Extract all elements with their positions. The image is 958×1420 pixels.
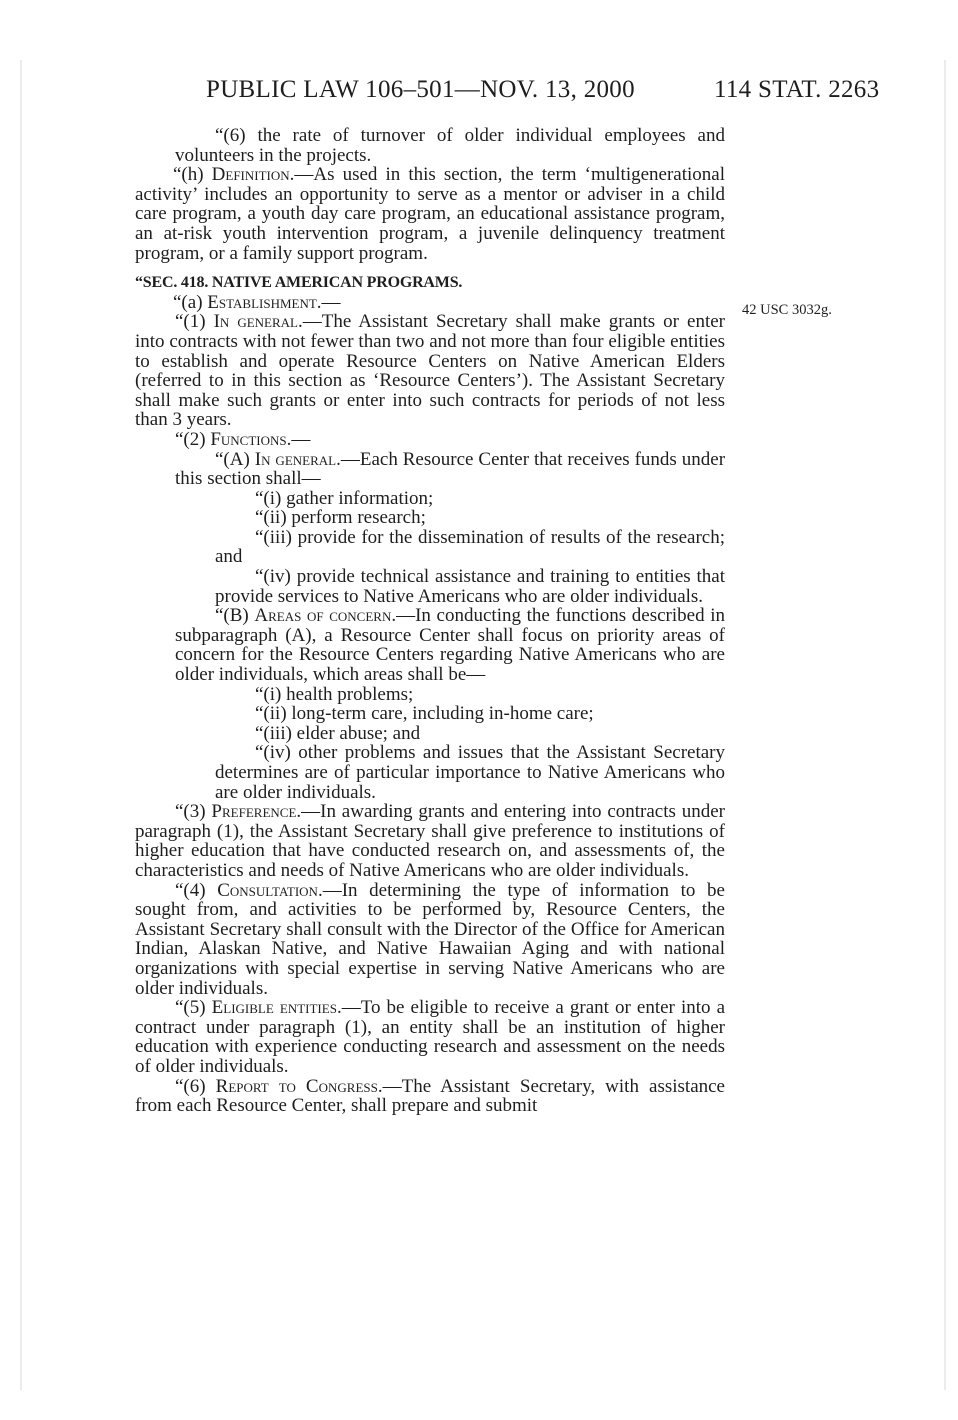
- paragraph-a2-heading: “(2) Functions.—: [175, 428, 311, 450]
- paragraph-a5: “(5) Eligible entities.—To be eligible to receive a grant or enter into a contract under paragraph (1), an entity shall be an institution of higher education with experience conducting research and assessment on the needs of older individuals.: [135, 997, 726, 1077]
- page-edge-right: [944, 60, 946, 1390]
- running-header-stat-page: 114 STAT. 2263: [714, 76, 880, 103]
- clause-B-i: “(i) health problems;: [255, 683, 414, 705]
- clause-A-iii: “(iii) provide for the dissemination of results of the research; and: [215, 526, 725, 568]
- paragraph-a4: “(4) Consultation.—In determining the type of information to be sought from, and activities to be performed by, Resource Centers, the Assistant Secretary shall consult with the Director of the Office for American Indian, Alaskan Native, and Native Hawaiian Aging and with national organizations with special expertise in serving Native Americans who are older individuals.: [135, 879, 725, 999]
- paragraph-g6: “(6) the rate of turnover of older individual employees and volunteers in the projects.: [175, 125, 725, 166]
- clause-A-ii: “(ii) perform research;: [255, 507, 426, 529]
- clause-B-iii: “(iii) elder abuse; and: [255, 722, 421, 744]
- clause-B-iv: “(iv) other problems and issues that the Assistant Secretary determines are of particular importance to Native Americans who are older individuals.: [215, 742, 725, 803]
- margin-citation: 42 USC 3032g.: [742, 302, 832, 318]
- paragraph-a6: “(6) Report to Congress.—The Assistant Secretary, with assistance from each Resource Center, shall prepare and submit: [135, 1075, 725, 1117]
- paragraph-h-definition: “(h) Definition.—As used in this section, the term ‘multigenerational activity’ includes an opportunity to serve as a mentor or adviser in a child care program, a youth day care program, an educational assistance program, an at-risk youth intervention program, a juvenile delinquency treatment program, or a family support program.: [135, 164, 725, 264]
- subparagraph-A: “(A) In general.—Each Resource Center that receives funds under this section shall—: [175, 448, 726, 490]
- document-body: [135, 126, 725, 1116]
- page-edge-left: [20, 60, 22, 1390]
- clause-A-iv: “(iv) provide technical assistance and training to entities that provide services to Native Americans who are older individuals.: [215, 566, 725, 607]
- section-heading: “SEC. 418. NATIVE AMERICAN PROGRAMS.: [135, 274, 463, 292]
- paragraph-a3: “(3) Preference.—In awarding grants and entering into contracts under paragraph (1), the Assistant Secretary shall give preference to institutions of higher education that have conducted research on, and assessments of, the characteristics and needs of Native Americans who are older individuals.: [135, 801, 725, 881]
- subparagraph-B: “(B) Areas of concern.—In conducting the functions described in subparagraph (A), a Resource Center shall focus on priority areas of concern for the Resource Centers regarding Native Americans who are older individuals, which areas shall be—: [175, 605, 725, 686]
- subsection-heading: Definition: [211, 164, 290, 186]
- running-header-title: PUBLIC LAW 106–501—NOV. 13, 2000: [206, 76, 635, 103]
- clause-B-ii: “(ii) long-term care, including in-home care;: [255, 703, 594, 725]
- paragraph-a1: “(1) In general.—The Assistant Secretary shall make grants or enter into contracts with not fewer than two and not more than four eligible entities to establish and operate Resource Centers on Native American Elders (referred to in this section as ‘Resource Centers’). The Assistant Secretary shall make such grants or enter into such contracts for periods of not less than 3 years.: [135, 311, 725, 431]
- subsection-a-heading: “(a) Establishment.—: [173, 291, 341, 313]
- clause-A-i: “(i) gather information;: [255, 487, 434, 509]
